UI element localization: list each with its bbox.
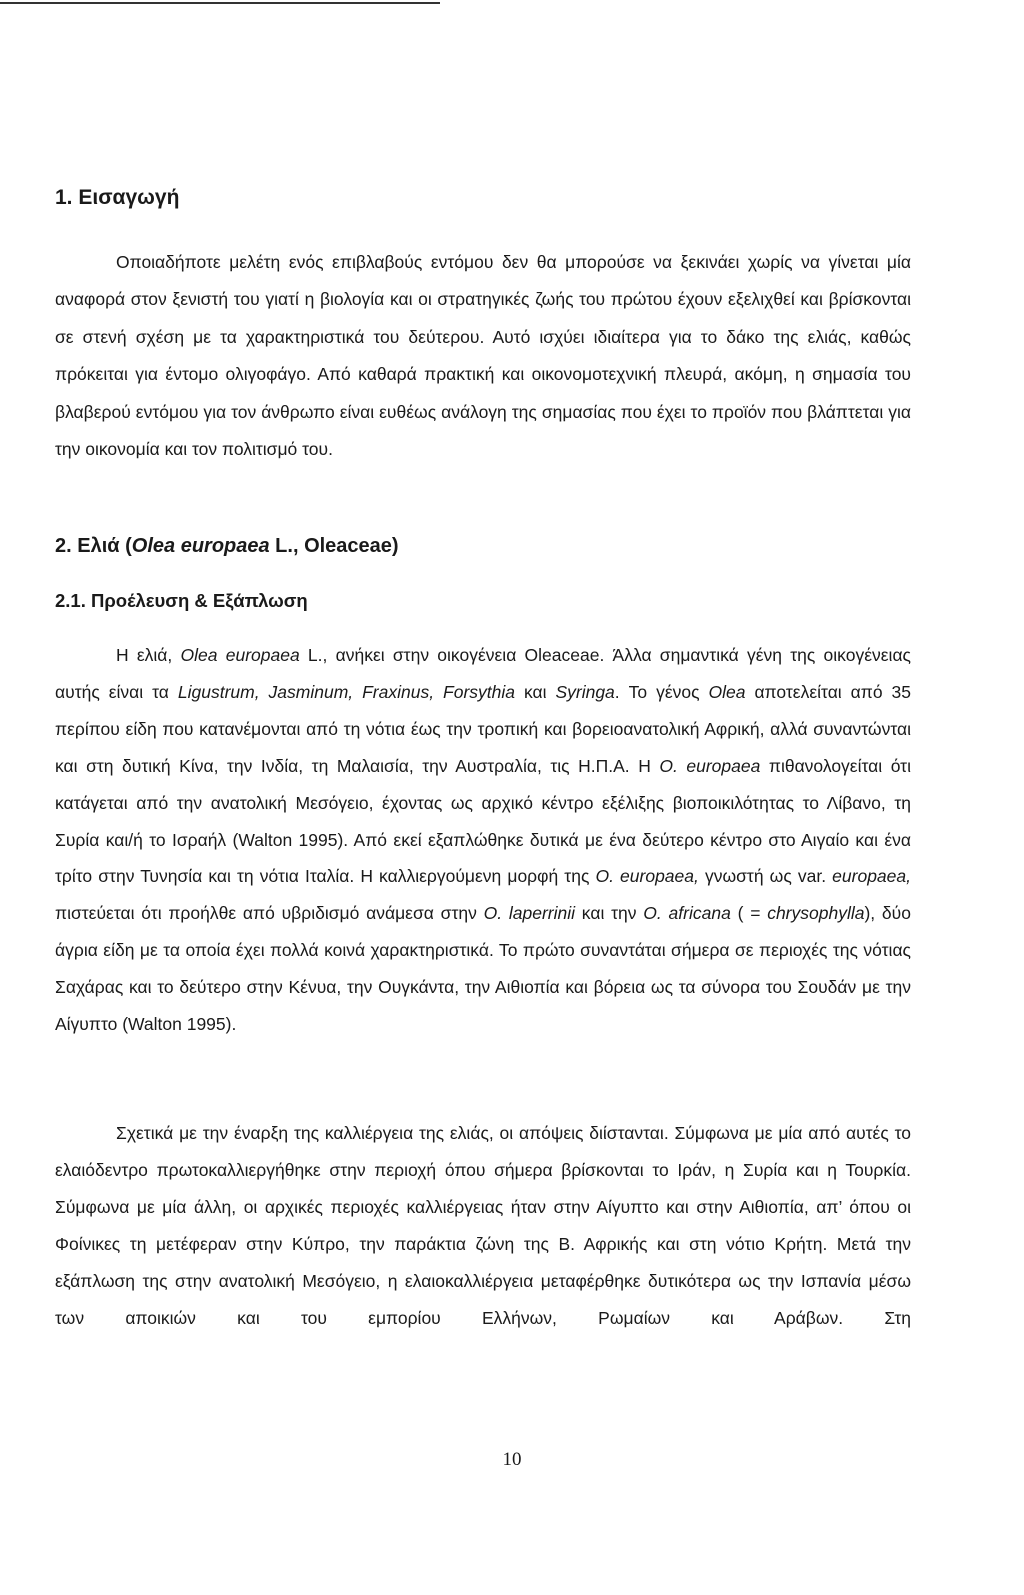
- text-run: και την: [575, 903, 644, 924]
- italic-run: chrysophylla: [767, 903, 865, 924]
- text-run: πιθανολογείται ότι κατάγεται από την ανατολική Μεσόγειο, έχοντας ως αρχικό κέντρο εξέλιξης βιοποικιλότητας το Λίβανο, τη Συρία και/ή το Ισραήλ (Walton 1995). Από εκεί εξαπλώθηκε δυτικά με ένα δεύτερο κέντρο στο Αιγαίο και ένα τρίτο στην Τυνησία και τη νότια Ιταλία. Η καλλιεργούμενη μορφή της: [55, 755, 911, 887]
- text-run: γνωστή ως var.: [698, 866, 833, 887]
- text-run: αποτελείται από 35 περίπου είδη που κατανέμονται από τη νότια έως την τροπική και βορειοανατολική Αφρική, αλλά συναντώνται και στη δυτική Κίνα, την Ινδία, τη Μαλαισία, την Αυστραλία, τις Η.Π.Α. Η: [55, 681, 911, 776]
- page-number: 10: [502, 1449, 522, 1470]
- italic-run: europaea,: [832, 866, 911, 887]
- text-run: Η ελιά,: [116, 645, 181, 665]
- intro-paragraph: Οποιαδήποτε μελέτη ενός επιβλαβούς εντόμου δεν θα μπορούσε να ξεκινάει χωρίς να γίνεται μία αναφορά στον ξενιστή του γιατί η βιολογία και οι στρατηγικές ζωής του πρώτου έχουν εξελιχθεί και βρίσκονται σε στενή σχέση με τα χαρακτηριστικά του δεύτερου. Αυτό ισχύει ιδιαίτερα για το δάκο της ελιάς, καθώς πρόκειται για έντομο ολιγοφάγο. Από καθαρά πρακτική και οικονομοτεχνική πλευρά, ακόμη, η σημασία του βλαβερού εντόμου για τον άνθρωπο είναι ευθέως ανάλογη της σημασίας που έχει το προϊόν που βλάπτεται για την οικονομία και τον πολιτισμό του.: [55, 252, 911, 460]
- text-run: ), δύο άγρια είδη με τα οποία έχει πολλά κοινά χαρακτηριστικά. Το πρώτο συναντάται σήμερα σε περιοχές της νότιας Σαχάρας και το δεύτερο στην Κένυα, την Ουγκάντα, την Αιθιοπία και βόρεια ως τα σύνορα του Σουδάν με την Αίγυπτο (Walton 1995).: [55, 903, 911, 1035]
- section-2-heading: [55, 535, 399, 558]
- top-rule: [0, 2, 440, 4]
- text-run: ( =: [730, 903, 768, 924]
- italic-run: O. laperrinii: [483, 903, 576, 924]
- italic-run: Olea europaea: [180, 645, 300, 665]
- text-run: L., ανήκει στην οικογένεια Oleaceae. Άλλα σημαντικά γένη της οικογένειας αυτής είναι τα: [55, 645, 911, 702]
- italic-run: Syringa: [555, 681, 615, 702]
- italic-run: Ligustrum, Jasminum, Fraxinus, Forsythia: [177, 681, 515, 702]
- heading-prefix: 2. Ελιά (: [55, 535, 132, 557]
- italic-run: O. europaea,: [595, 866, 699, 887]
- italic-run: Olea: [708, 681, 746, 702]
- italic-run: O. africana: [643, 903, 731, 924]
- cultivation-paragraph: Σχετικά με την έναρξη της καλλιέργεια της ελιάς, οι απόψεις διίστανται. Σύμφωνα με μία από αυτές το ελαιόδεντρο πρωτοκαλλιεργήθηκε στην περιοχή όπου σήμερα βρίσκονται το Ιράν, η Συρία και η Τουρκία. Σύμφωνα με μία άλλη, οι αρχικές περιοχές καλλιέργειας ήταν στην Αίγυπτο και στην Αιθιοπία, απ’ όπου οι Φοίνικες τη μετέφεραν στην Κύπρο, την παράκτια ζώνη της Β. Αφρικής και στη νότιο Κρήτη. Μετά την εξάπλωση της στην ανατολική Μεσόγειο, η ελαιοκαλλιέργεια μεταφέρθηκε δυτικότερα ως την Ισπανία μέσω των αποικιών και του εμπορίου Ελλήνων, Ρωμαίων και Αράβων. Στη: [55, 1123, 911, 1328]
- text-run: πιστεύεται ότι προήλθε από υβριδισμό ανάμεσα στην: [55, 903, 484, 924]
- heading-suffix: L., Oleaceae): [269, 535, 399, 557]
- section-1-heading: 1. Εισαγωγή: [55, 186, 180, 209]
- heading-species: Olea europaea: [131, 535, 270, 557]
- italic-run: O. europaea: [659, 755, 761, 776]
- section-2-1-heading: 2.1. Προέλευση & Εξάπλωση: [55, 590, 308, 611]
- text-run: . Το γένος: [614, 681, 709, 702]
- origin-paragraph: [55, 637, 911, 1043]
- text-run: και: [514, 681, 556, 702]
